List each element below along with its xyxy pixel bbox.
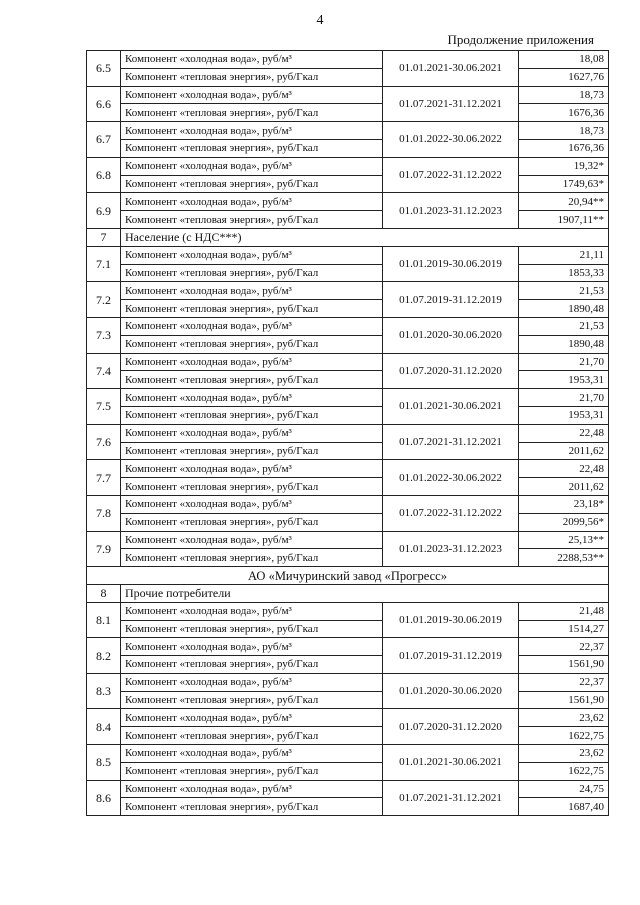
row-number: 6.8	[87, 157, 121, 193]
heat-tariff-value: 1853,33	[519, 264, 609, 282]
table-row	[87, 638, 609, 656]
heat-tariff-value: 1676,36	[519, 104, 609, 122]
table-row	[87, 157, 609, 175]
section-title: Население (с НДС***)	[121, 228, 609, 246]
component-water-label: Компонент «холодная вода», руб/м³	[121, 638, 383, 656]
period-cell: 01.07.2020-31.12.2020	[383, 709, 519, 745]
table-row	[87, 193, 609, 211]
row-number: 7.9	[87, 531, 121, 567]
component-heat-label: Компонент «тепловая энергия», руб/Гкал	[121, 264, 383, 282]
heat-tariff-value: 2099,56*	[519, 513, 609, 531]
component-water-label: Компонент «холодная вода», руб/м³	[121, 317, 383, 335]
period-cell: 01.07.2020-31.12.2020	[383, 353, 519, 389]
component-heat-label: Компонент «тепловая энергия», руб/Гкал	[121, 442, 383, 460]
component-water-label: Компонент «холодная вода», руб/м³	[121, 353, 383, 371]
period-cell: 01.07.2022-31.12.2022	[383, 157, 519, 193]
heat-tariff-value: 1622,75	[519, 762, 609, 780]
water-tariff-value: 23,62	[519, 709, 609, 727]
component-water-label: Компонент «холодная вода», руб/м³	[121, 460, 383, 478]
row-number: 7.4	[87, 353, 121, 389]
table-row	[87, 317, 609, 335]
row-number: 8.3	[87, 673, 121, 709]
component-heat-label: Компонент «тепловая энергия», руб/Гкал	[121, 104, 383, 122]
period-cell: 01.01.2021-30.06.2021	[383, 745, 519, 781]
table-row	[87, 478, 609, 496]
component-heat-label: Компонент «тепловая энергия», руб/Гкал	[121, 175, 383, 193]
section-title: Прочие потребители	[121, 584, 609, 602]
heat-tariff-value: 2011,62	[519, 442, 609, 460]
component-water-label: Компонент «холодная вода», руб/м³	[121, 495, 383, 513]
heat-tariff-value: 1514,27	[519, 620, 609, 638]
period-cell: 01.01.2019-30.06.2019	[383, 602, 519, 638]
heat-tariff-value: 1890,48	[519, 335, 609, 353]
component-water-label: Компонент «холодная вода», руб/м³	[121, 86, 383, 104]
row-number: 7.6	[87, 424, 121, 460]
row-number: 8.1	[87, 602, 121, 638]
table-row	[87, 122, 609, 140]
heat-tariff-value: 1953,31	[519, 406, 609, 424]
period-cell: 01.07.2019-31.12.2019	[383, 282, 519, 318]
period-cell: 01.07.2022-31.12.2022	[383, 495, 519, 531]
component-water-label: Компонент «холодная вода», руб/м³	[121, 157, 383, 175]
table-row	[87, 282, 609, 300]
table-row	[87, 300, 609, 318]
table-row	[87, 727, 609, 745]
row-number: 8.5	[87, 745, 121, 781]
row-number: 6.6	[87, 86, 121, 122]
component-water-label: Компонент «холодная вода», руб/м³	[121, 193, 383, 211]
water-tariff-value: 21,53	[519, 317, 609, 335]
component-water-label: Компонент «холодная вода», руб/м³	[121, 780, 383, 798]
table-row	[87, 602, 609, 620]
water-tariff-value: 21,53	[519, 282, 609, 300]
table-row	[87, 656, 609, 674]
period-cell: 01.07.2021-31.12.2021	[383, 86, 519, 122]
table-row	[87, 442, 609, 460]
component-heat-label: Компонент «тепловая энергия», руб/Гкал	[121, 762, 383, 780]
component-heat-label: Компонент «тепловая энергия», руб/Гкал	[121, 211, 383, 229]
water-tariff-value: 22,48	[519, 460, 609, 478]
table-row	[87, 86, 609, 104]
component-heat-label: Компонент «тепловая энергия», руб/Гкал	[121, 691, 383, 709]
heat-tariff-value: 1561,90	[519, 691, 609, 709]
component-water-label: Компонент «холодная вода», руб/м³	[121, 122, 383, 140]
heat-tariff-value: 1953,31	[519, 371, 609, 389]
period-cell: 01.01.2021-30.06.2021	[383, 51, 519, 87]
table-row	[87, 246, 609, 264]
water-tariff-value: 18,08	[519, 51, 609, 69]
row-number: 7.3	[87, 317, 121, 353]
water-tariff-value: 18,73	[519, 86, 609, 104]
water-tariff-value: 18,73	[519, 122, 609, 140]
water-tariff-value: 20,94**	[519, 193, 609, 211]
table-row	[87, 762, 609, 780]
component-heat-label: Компонент «тепловая энергия», руб/Гкал	[121, 549, 383, 567]
table-row	[87, 460, 609, 478]
component-water-label: Компонент «холодная вода», руб/м³	[121, 246, 383, 264]
row-number: 7.5	[87, 389, 121, 425]
water-tariff-value: 21,70	[519, 353, 609, 371]
period-cell: 01.01.2022-30.06.2022	[383, 122, 519, 158]
page-number: 4	[316, 13, 324, 28]
section-number: 8	[87, 584, 121, 602]
heat-tariff-value: 1622,75	[519, 727, 609, 745]
table-row	[87, 495, 609, 513]
period-cell: 01.01.2020-30.06.2020	[383, 317, 519, 353]
row-number: 7.2	[87, 282, 121, 318]
table-row	[87, 264, 609, 282]
period-cell: 01.07.2019-31.12.2019	[383, 638, 519, 674]
water-tariff-value: 23,18*	[519, 495, 609, 513]
table-row	[87, 745, 609, 763]
organization-row	[87, 567, 609, 585]
component-water-label: Компонент «холодная вода», руб/м³	[121, 602, 383, 620]
table-row	[87, 780, 609, 798]
heat-tariff-value: 1687,40	[519, 798, 609, 816]
table-row	[87, 406, 609, 424]
water-tariff-value: 23,62	[519, 745, 609, 763]
heat-tariff-value: 1676,36	[519, 139, 609, 157]
section-row	[87, 584, 609, 602]
table-row	[87, 175, 609, 193]
heat-tariff-value: 1890,48	[519, 300, 609, 318]
component-heat-label: Компонент «тепловая энергия», руб/Гкал	[121, 798, 383, 816]
heat-tariff-value: 2011,62	[519, 478, 609, 496]
heat-tariff-value: 2288,53**	[519, 549, 609, 567]
row-number: 8.6	[87, 780, 121, 816]
table-row	[87, 549, 609, 567]
component-heat-label: Компонент «тепловая энергия», руб/Гкал	[121, 478, 383, 496]
period-cell: 01.01.2023-31.12.2023	[383, 531, 519, 567]
table-row	[87, 104, 609, 122]
water-tariff-value: 21,48	[519, 602, 609, 620]
row-number: 7.1	[87, 246, 121, 282]
period-cell: 01.07.2021-31.12.2021	[383, 424, 519, 460]
component-heat-label: Компонент «тепловая энергия», руб/Гкал	[121, 139, 383, 157]
period-cell: 01.07.2021-31.12.2021	[383, 780, 519, 816]
water-tariff-value: 21,11	[519, 246, 609, 264]
heat-tariff-value: 1749,63*	[519, 175, 609, 193]
tariff-table-body	[87, 51, 609, 816]
row-number: 6.5	[87, 51, 121, 87]
section-number: 7	[87, 228, 121, 246]
component-heat-label: Компонент «тепловая энергия», руб/Гкал	[121, 371, 383, 389]
component-water-label: Компонент «холодная вода», руб/м³	[121, 389, 383, 407]
table-row	[87, 673, 609, 691]
table-row	[87, 68, 609, 86]
component-heat-label: Компонент «тепловая энергия», руб/Гкал	[121, 620, 383, 638]
row-number: 7.7	[87, 460, 121, 496]
heat-tariff-value: 1561,90	[519, 656, 609, 674]
water-tariff-value: 21,70	[519, 389, 609, 407]
organization-title: АО «Мичуринский завод «Прогресс»	[87, 567, 609, 585]
component-heat-label: Компонент «тепловая энергия», руб/Гкал	[121, 727, 383, 745]
table-row	[87, 139, 609, 157]
water-tariff-value: 25,13**	[519, 531, 609, 549]
component-heat-label: Компонент «тепловая энергия», руб/Гкал	[121, 68, 383, 86]
component-heat-label: Компонент «тепловая энергия», руб/Гкал	[121, 335, 383, 353]
component-water-label: Компонент «холодная вода», руб/м³	[121, 709, 383, 727]
water-tariff-value: 24,75	[519, 780, 609, 798]
component-water-label: Компонент «холодная вода», руб/м³	[121, 531, 383, 549]
row-number: 8.4	[87, 709, 121, 745]
component-heat-label: Компонент «тепловая энергия», руб/Гкал	[121, 656, 383, 674]
row-number: 8.2	[87, 638, 121, 674]
heat-tariff-value: 1907,11**	[519, 211, 609, 229]
table-row	[87, 389, 609, 407]
table-row	[87, 620, 609, 638]
component-water-label: Компонент «холодная вода», руб/м³	[121, 424, 383, 442]
table-row	[87, 335, 609, 353]
water-tariff-value: 22,48	[519, 424, 609, 442]
heat-tariff-value: 1627,76	[519, 68, 609, 86]
period-cell: 01.01.2021-30.06.2021	[383, 389, 519, 425]
water-tariff-value: 22,37	[519, 638, 609, 656]
row-number: 7.8	[87, 495, 121, 531]
water-tariff-value: 19,32*	[519, 157, 609, 175]
component-heat-label: Компонент «тепловая энергия», руб/Гкал	[121, 513, 383, 531]
component-water-label: Компонент «холодная вода», руб/м³	[121, 745, 383, 763]
table-row	[87, 531, 609, 549]
row-number: 6.7	[87, 122, 121, 158]
tariff-table	[86, 50, 609, 816]
component-water-label: Компонент «холодная вода», руб/м³	[121, 51, 383, 69]
table-row	[87, 513, 609, 531]
section-row	[87, 228, 609, 246]
table-row	[87, 51, 609, 69]
period-cell: 01.01.2023-31.12.2023	[383, 193, 519, 229]
table-row	[87, 691, 609, 709]
table-row	[87, 798, 609, 816]
continuation-label: Продолжение приложения	[447, 32, 594, 47]
table-row	[87, 211, 609, 229]
table-row	[87, 353, 609, 371]
row-number: 6.9	[87, 193, 121, 229]
period-cell: 01.01.2022-30.06.2022	[383, 460, 519, 496]
component-water-label: Компонент «холодная вода», руб/м³	[121, 673, 383, 691]
table-row	[87, 424, 609, 442]
table-row	[87, 709, 609, 727]
period-cell: 01.01.2020-30.06.2020	[383, 673, 519, 709]
component-heat-label: Компонент «тепловая энергия», руб/Гкал	[121, 300, 383, 318]
water-tariff-value: 22,37	[519, 673, 609, 691]
component-water-label: Компонент «холодная вода», руб/м³	[121, 282, 383, 300]
table-row	[87, 371, 609, 389]
component-heat-label: Компонент «тепловая энергия», руб/Гкал	[121, 406, 383, 424]
period-cell: 01.01.2019-30.06.2019	[383, 246, 519, 282]
